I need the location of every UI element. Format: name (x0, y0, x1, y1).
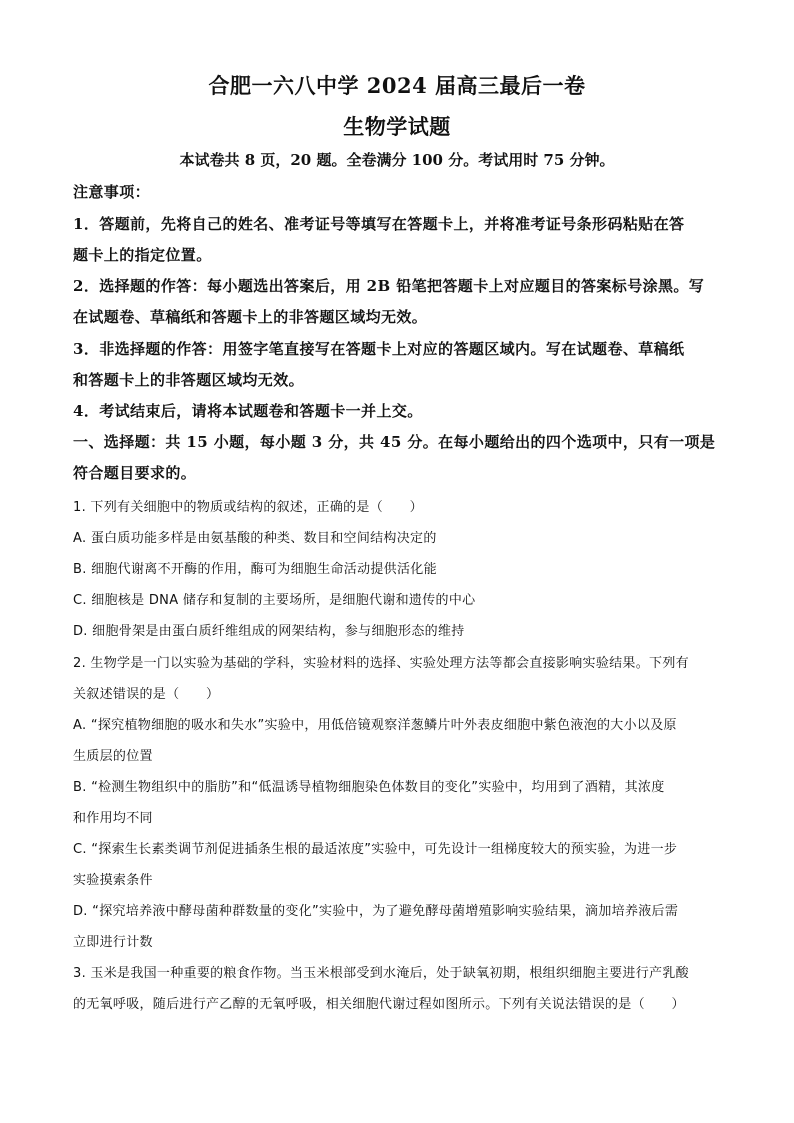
notes-heading: 注意事项： (73, 183, 151, 201)
question-stem: 2. 生物学是一门以实验为基础的学科，实验材料的选择、实验处理方法等都会直接影响实验结果。下列有 (73, 656, 689, 671)
note-line: 1．答题前，先将自己的姓名、准考证号等填写在答题卡上，并将准考证号条形码粘贴在答 (73, 215, 685, 233)
note-line: 和答题卡上的非答题区域均无效。 (73, 371, 305, 389)
note-line: 在试题卷、草稿纸和答题卡上的非答题区域均无效。 (73, 308, 428, 326)
question-option: A. “探究植物细胞的吸水和失水”实验中，用低倍镜观察洋葱鳞片叶外表皮细胞中紫色液泡的大小以及原 (73, 718, 677, 733)
question-option: B. 细胞代谢离不开酶的作用，酶可为细胞生命活动提供活化能 (73, 562, 437, 577)
question-option: A. 蛋白质功能多样是由氨基酸的种类、数目和空间结构决定的 (73, 531, 437, 546)
question-stem: 1. 下列有关细胞中的物质或结构的叙述，正确的是（ ） (73, 500, 423, 515)
note-line: 3．非选择题的作答：用签字笔直接写在答题卡上对应的答题区域内。写在试题卷、草稿纸 (73, 340, 685, 358)
exam-title: 合肥一六八中学 2024 届高三最后一卷 (208, 73, 586, 98)
note-line: 4．考试结束后，请将本试题卷和答题卡一并上交。 (73, 402, 423, 420)
subject-title: 生物学试题 (343, 114, 451, 139)
exam-info: 本试卷共 8 页，20 题。全卷满分 100 分。考试用时 75 分钟。 (179, 151, 615, 169)
question-option: D. “探究培养液中酵母菌种群数量的变化”实验中，为了避免酵母菌增殖影响实验结果，滴加培养液后需 (73, 904, 679, 919)
question-option: 立即进行计数 (73, 935, 153, 950)
question-stem: 的无氧呼吸，随后进行产乙醇的无氧呼吸，相关细胞代谢过程如图所示。下列有关说法错误的是（ ） (73, 997, 685, 1012)
question-option: C. 细胞核是 DNA 储存和复制的主要场所，是细胞代谢和遗传的中心 (73, 593, 476, 608)
question-stem: 关叙述错误的是（ ） (73, 687, 220, 702)
section-heading: 符合题目要求的。 (73, 464, 197, 482)
section-heading: 一、选择题：共 15 小题，每小题 3 分，共 45 分。在每小题给出的四个选项中，只有一项是 (73, 433, 716, 451)
question-option: 和作用均不同 (73, 811, 153, 826)
note-line: 2．选择题的作答：每小题选出答案后，用 2B 铅笔把答题卡上对应题目的答案标号涂黑。写 (73, 277, 705, 295)
note-line: 题卡上的指定位置。 (73, 246, 212, 264)
question-option: 生质层的位置 (73, 749, 153, 764)
question-option: D. 细胞骨架是由蛋白质纤维组成的网架结构，参与细胞形态的维持 (73, 624, 465, 639)
question-stem: 3. 玉米是我国一种重要的粮食作物。当玉米根部受到水淹后，处于缺氧初期，根组织细胞主要进行产乳酸 (73, 966, 689, 981)
question-option: B. “检测生物组织中的脂肪”和“低温诱导植物细胞染色体数目的变化”实验中，均用到了酒精，其浓度 (73, 780, 665, 795)
question-option: 实验摸索条件 (73, 873, 153, 888)
question-option: C. “探索生长素类调节剂促进插条生根的最适浓度”实验中，可先设计一组梯度较大的预实验，为进一步 (73, 842, 678, 857)
